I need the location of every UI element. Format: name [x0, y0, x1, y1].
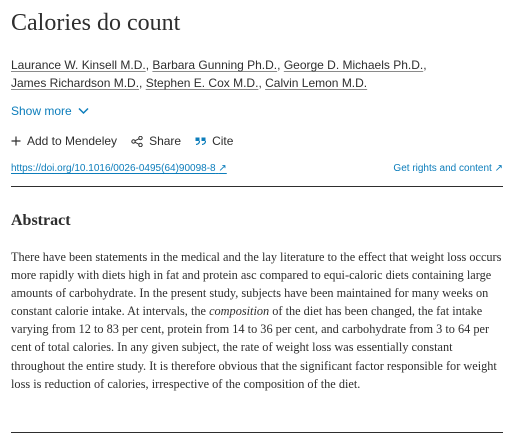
chevron-down-icon	[78, 107, 89, 115]
author-separator: ,	[139, 76, 146, 90]
external-link-icon: ↗	[494, 163, 503, 174]
cite-button[interactable]	[195, 134, 233, 148]
article-links	[11, 163, 503, 177]
author-separator: ,	[145, 58, 153, 72]
abstract-text	[11, 248, 503, 393]
abstract-text-emphasis: composition	[209, 304, 270, 319]
author-link[interactable]: Calvin Lemon M.D.	[265, 76, 368, 90]
author-link[interactable]: James Richardson M.D.	[11, 76, 140, 90]
rights-text: Get rights and content	[393, 163, 492, 174]
article-actions	[11, 134, 247, 148]
share-icon	[131, 136, 143, 147]
author-separator: ,	[277, 58, 284, 72]
share-button[interactable]	[131, 134, 181, 148]
cite-label: Cite	[212, 134, 234, 148]
author-list	[11, 56, 503, 92]
share-label: Share	[149, 134, 182, 148]
author-link[interactable]: Barbara Gunning Ph.D.	[152, 58, 278, 72]
author-link[interactable]: Laurance W. Kinsell M.D.	[11, 58, 146, 72]
quote-icon	[195, 137, 206, 145]
show-more-button[interactable]	[11, 104, 89, 118]
plus-icon	[11, 136, 21, 146]
author-link[interactable]: Stephen E. Cox M.D.	[145, 76, 259, 90]
doi-link[interactable]	[11, 163, 227, 174]
author-separator: ,	[423, 58, 427, 72]
rights-link[interactable]	[393, 163, 503, 174]
abstract-text-part: of the diet has been changed, the fat intake varying from 12 to 83 per cent, protein from 14 to 36 per cent, and carbohydrate from 3 to 64 per cent of total calories. In any given subject, the rate of weight loss was essentially constant throughout the entire study. It is therefore obvious that the significant factor responsible for weight loss is reduction of calories, irrespective of the composition of the diet.	[11, 304, 497, 391]
show-more-label: Show more	[11, 104, 72, 118]
divider	[11, 186, 503, 187]
author-link[interactable]: George D. Michaels Ph.D.	[283, 58, 424, 72]
abstract-text-part: There have been statements in the medical and the lay literature to the effect that weight loss occurs more rapidly with diets high in fat and protein asc compared to equi-caloric diets containing large amounts of carbohydrate. In the present study, subjects have been maintained for many weeks on constant calorie intake. At intervals, the	[11, 250, 502, 319]
page-title: Calories do count	[11, 10, 181, 36]
abstract-heading: Abstract	[11, 212, 71, 229]
author-separator: ,	[258, 76, 266, 90]
add-to-mendeley-label: Add to Mendeley	[27, 134, 118, 148]
external-link-icon: ↗	[218, 163, 227, 174]
add-to-mendeley-button[interactable]	[11, 134, 117, 148]
divider	[11, 432, 503, 433]
doi-text: https://doi.org/10.1016/0026-0495(64)90098-8	[11, 163, 216, 174]
